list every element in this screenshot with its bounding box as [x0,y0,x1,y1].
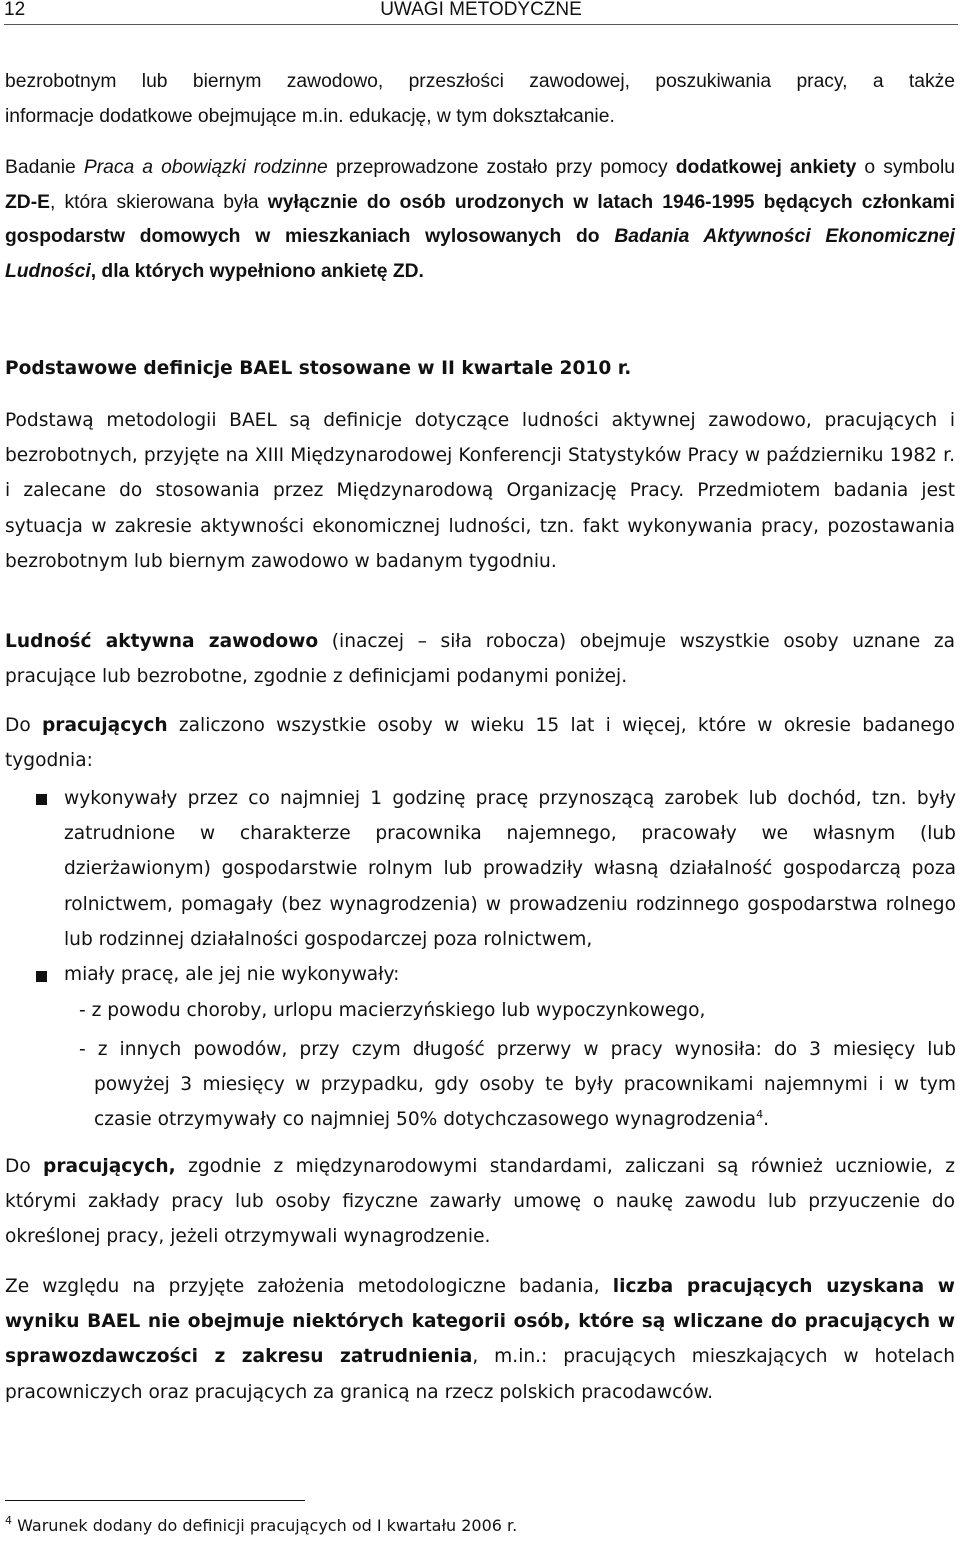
footnote-separator [5,1500,305,1501]
survey-full-name: Badania Aktywności Ekonomicznej Ludności [5,226,955,282]
text-span: przeprowadzone zostało przy pomocy [327,157,676,178]
bold-text: liczba pracujących uzyskana w wyniku BAEL nie obejmuje niektórych kategorii osób, które są wliczane do pracujących w sprawozdawczości z zakresu zatrudnienia [5,1276,955,1368]
bold-text: dodatkowej ankiety [675,157,857,178]
text-span: , m.in.: pracujących mieszkających w hotelach pracowniczych oraz pracujących za granicą na rzecz polskich pracodawców. [5,1346,955,1403]
term-employed: pracujących, [43,1156,176,1177]
text-span: zaliczono wszystkie osoby w wieku 15 lat i więcej, które w okresie badanego tygodnia: [5,715,955,772]
page-number: 12 [4,0,26,20]
text-line: bezrobotnym lub biernym zawodowo, przeszłości zawodowej, poszukiwania pracy, a także [5,71,955,92]
dash-item [79,1032,956,1138]
bold-text: wyłącznie do osób urodzonych w latach 1946-1995 będących członkami gospodarstw domowych w mieszkaniach wylosowanych do [5,191,955,247]
paragraph-exclusions [5,1269,955,1410]
footnote-number: 4 [5,1514,12,1527]
text-line [94,1102,956,1137]
text-span: (inaczej – siła robocza) obejmuje wszystkie osoby uznane za pracujące lub bezrobotne, zgodnie z definicjami podanymi poniżej. [5,631,955,688]
text-span: , która skierowana była [49,191,268,213]
paragraph-apprentices [5,1149,955,1255]
term-employed: pracujących [41,715,168,736]
paragraph-active-population [5,624,955,694]
text-span: Do [5,715,42,736]
header-title: UWAGI METODYCZNE [380,0,582,20]
paragraph-methodology: Podstawą metodologii BAEL są definicje dotyczące ludności aktywnej zawodowo, pracujących i bezrobotnych, przyjęte na XIII Międzynarodowej Konferencji Statystyków Pracy w październiku 1982 r. i zalecane do stosowania przez Międzynarodową Organizację Pracy. Przedmiotem badania jest sytuacja w zakresie aktywności ekonomicznej ludności, tzn. fakt wykonywania pracy, pozostawania bezrobotnym lub biernym zawodowo w badanym tygodniu. [5,410,955,572]
text-span: Do [5,1156,44,1177]
text-line: - z innych powodów, przy czym długość przerwy w pracy wynosiła: do 3 miesięcy lub [79,1039,956,1060]
survey-name: Praca a obowiązki rodzinne [83,157,328,178]
text-span: o symbolu [856,157,956,178]
text-line: informacje dodatkowe obejmujące m.in. edukację, w tym dokształcanie. [5,105,615,127]
text-line: powyżej 3 miesięcy w przypadku, gdy osoby te były pracownikami najemnymi i w tym [94,1074,956,1096]
bold-text: ZD-E [5,191,50,213]
paragraph-survey [5,151,955,289]
footnote-text: Warunek dodany do definicji pracujących od I kwartału 2006 r. [12,1516,518,1535]
section-heading: Podstawowe definicje BAEL stosowane w II kwartale 2010 r. [5,358,632,379]
text-span: Badanie [5,157,84,178]
text-span: . [763,1109,769,1131]
text-span: czasie otrzymywały co najmniej 50% dotychczasowego wynagrodzenia [94,1109,757,1131]
paragraph-continuation [5,65,955,134]
text-span: Ze względu na przyjęte założenia metodologiczne badania, [5,1276,613,1297]
paragraph-employed-definition [5,708,955,778]
dash-item: - z powodu choroby, urlopu macierzyńskiego lub wypoczynkowego, [79,1000,706,1021]
page-header [4,0,958,25]
footnote [5,1514,517,1538]
footnote-ref: 4 [756,1108,764,1122]
text-span: zgodnie z międzynarodowymi standardami, zaliczani są również uczniowie, z którymi zakłady pracy lub osoby fizyczne zawarły umowę o naukę zawodu lub przyuczenie do określonej pracy, jeżeli otrzymywali wynagrodzenie. [5,1156,955,1248]
bullet-marker [36,971,47,982]
bold-text: , dla których wypełniono ankietę ZD. [90,260,424,282]
bullet-item: wykonywały przez co najmniej 1 godzinę pracę przynoszącą zarobek lub dochód, tzn. były zatrudnione w charakterze pracownika najemnego, pracowały we własnym (lub dzierżawionym) gospodarstwie rolnym lub prowadziły własną działalność gospodarczą poza rolnictwem, pomagały (bez wynagrodzenia) w prowadzeniu rodzinnego gospodarstwa rolnego lub rodzinnej działalności gospodarczej poza rolnictwem, [64,788,956,950]
bullet-marker [36,794,47,805]
term-active-population: Ludność aktywna zawodowo [5,631,319,652]
bullet-item: miały pracę, ale jej nie wykonywały: [64,964,400,985]
